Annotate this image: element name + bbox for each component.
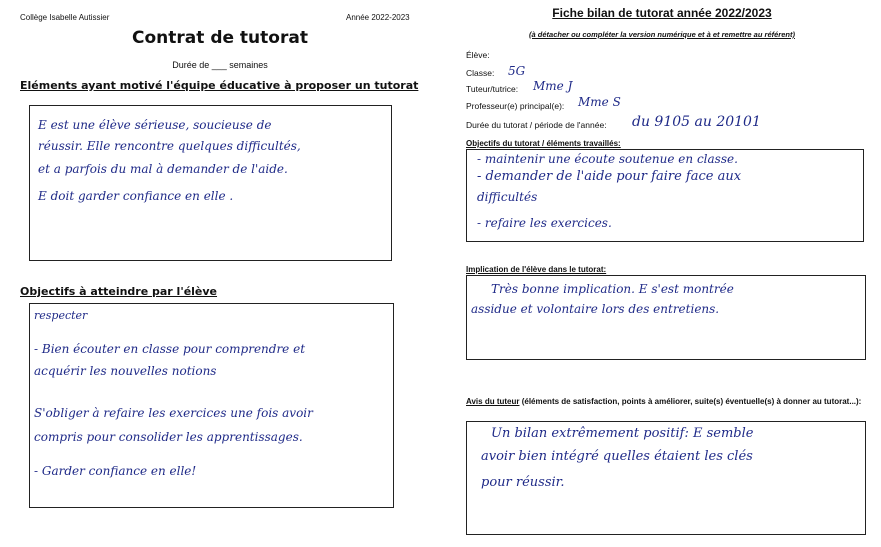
objectifs-line: - demander de l'aide pour faire face aux: [477, 169, 742, 184]
eleve-label: Élève:: [466, 50, 490, 60]
objectives-box: [29, 303, 394, 508]
avis-box: [466, 421, 866, 535]
objectifs-line: difficultés: [477, 190, 538, 204]
school-year: Année 2022-2023: [346, 13, 410, 22]
avis-line: pour réussir.: [481, 475, 565, 490]
bilan-title: Fiche bilan de tutorat année 2022/2023: [552, 6, 772, 20]
bilan-subtitle: (à détacher ou compléter la version numérique et à et remettre au référent): [529, 30, 795, 39]
objectives-line: acquérir les nouvelles notions: [34, 364, 217, 378]
implication-title: Implication de l'élève dans le tutorat:: [466, 265, 607, 274]
objectives-line: respecter: [34, 309, 88, 322]
objectifs-line: - refaire les exercices.: [477, 216, 612, 230]
section-objectives-title: Objectifs à atteindre par l'élève: [20, 285, 218, 298]
duree-label: Durée du tutorat / période de l'année:: [466, 120, 607, 130]
prof-value: Mme S: [578, 95, 621, 109]
objectives-line: - Bien écouter en classe pour comprendre et: [34, 342, 306, 356]
implication-line: assidue et volontaire lors des entretiens.: [471, 302, 720, 316]
objectifs-line: - maintenir une écoute soutenue en classe.: [477, 152, 738, 166]
objectifs-box: [466, 149, 864, 242]
objectifs-title: Objectifs du tutorat / éléments travaillés:: [466, 139, 621, 148]
motivation-line: réussir. Elle rencontre quelques difficultés,: [38, 139, 301, 153]
duration-text: Durée de ___ semaines: [172, 60, 268, 70]
contract-title: Contrat de tutorat: [132, 28, 308, 48]
school-name: Collège Isabelle Autissier: [20, 13, 110, 22]
objectives-line: S'obliger à refaire les exercices une fois avoir: [34, 406, 313, 420]
avis-line: avoir bien intégré quelles étaient les clés: [481, 449, 753, 464]
motivation-box: [29, 105, 392, 261]
tuteur-value: Mme J: [533, 79, 573, 93]
section-motivation-title: Eléments ayant motivé l'équipe éducative à proposer un tutorat: [20, 79, 419, 92]
motivation-line: E est une élève sérieuse, soucieuse de: [38, 118, 272, 132]
implication-line: Très bonne implication. E s'est montrée: [491, 282, 734, 296]
classe-label: Classe:: [466, 68, 495, 78]
avis-description: (éléments de satisfaction, points à améliorer, suite(s) éventuelle(s) à donner au tutorat...):: [519, 397, 862, 406]
implication-box: [466, 275, 866, 360]
avis-title: Avis du tuteur: [466, 397, 520, 406]
classe-value: 5G: [508, 64, 526, 78]
objectives-line: - Garder confiance en elle!: [34, 464, 197, 478]
duree-value: du 9105 au 20101: [632, 114, 761, 130]
motivation-line: et a parfois du mal à demander de l'aide.: [38, 162, 288, 176]
avis-heading: [466, 396, 866, 407]
prof-label: Professeur(e) principal(e):: [466, 101, 565, 111]
objectives-line: compris pour consolider les apprentissages.: [34, 430, 303, 444]
motivation-line: E doit garder confiance en elle .: [38, 189, 234, 203]
tuteur-label: Tuteur/tutrice:: [466, 84, 519, 94]
avis-line: Un bilan extrêmement positif: E semble: [491, 426, 754, 441]
